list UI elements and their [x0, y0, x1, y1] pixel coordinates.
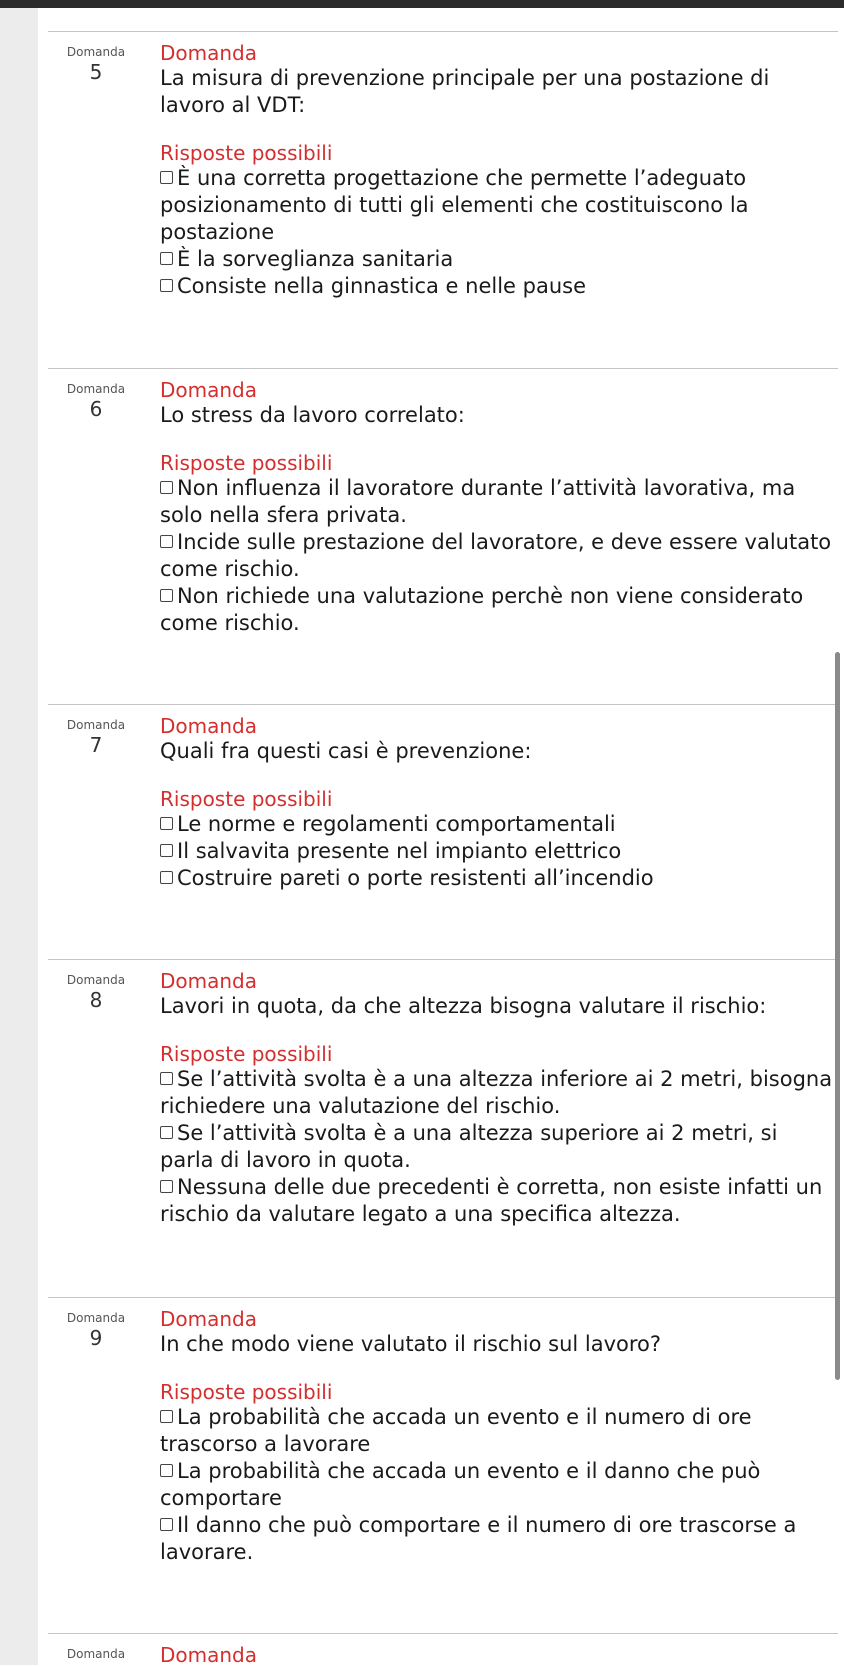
question-body [160, 41, 836, 300]
answer-option[interactable] [160, 865, 836, 892]
answers-heading: Risposte possibili [160, 451, 333, 475]
answer-option[interactable] [160, 165, 836, 246]
divider [48, 368, 838, 369]
answer-option[interactable] [160, 1066, 836, 1120]
question-body [160, 714, 836, 892]
answer-option[interactable] [160, 475, 836, 529]
question-text: In che modo viene valutato il rischio sul lavoro? [160, 1332, 662, 1356]
domanda-label: Domanda [66, 382, 126, 396]
question-number-value: 9 [89, 1326, 103, 1350]
answer-option[interactable] [160, 1404, 836, 1458]
checkbox-icon[interactable] [160, 171, 173, 184]
domanda-label: Domanda [66, 1311, 126, 1325]
question-number [48, 1647, 144, 1661]
question-number [48, 1311, 144, 1349]
answer-text: Consiste nella ginnastica e nelle pause [177, 274, 587, 298]
answer-text: Nessuna delle due precedenti è corretta, non esiste infatti un rischio da valutare legato a una specifica altezza. [160, 1175, 823, 1226]
question-heading: Domanda [160, 41, 258, 65]
question-heading: Domanda [160, 378, 258, 402]
question-text: La misura di prevenzione principale per una postazione di lavoro al VDT: [160, 66, 770, 117]
answer-text: È la sorveglianza sanitaria [177, 247, 454, 271]
checkbox-icon[interactable] [160, 481, 173, 494]
divider [48, 1633, 838, 1634]
answer-text: Non influenza il lavoratore durante l’attività lavorativa, ma solo nella sfera privata. [160, 476, 796, 527]
answer-text: Il salvavita presente nel impianto elettrico [177, 839, 622, 863]
divider [48, 704, 838, 705]
question-body [160, 1643, 836, 1667]
checkbox-icon[interactable] [160, 871, 173, 884]
scrollbar[interactable] [835, 652, 840, 1380]
question-number-value: 5 [89, 60, 103, 84]
checkbox-icon[interactable] [160, 535, 173, 548]
checkbox-icon[interactable] [160, 589, 173, 602]
answer-text: Se l’attività svolta è a una altezza superiore ai 2 metri, si parla di lavoro in quota. [160, 1121, 778, 1172]
left-gutter [0, 8, 38, 1665]
answer-option[interactable] [160, 838, 836, 865]
question-number [48, 45, 144, 83]
answer-option[interactable] [160, 583, 836, 637]
divider [48, 31, 838, 32]
checkbox-icon[interactable] [160, 1410, 173, 1423]
question-number [48, 718, 144, 756]
answer-text: Il danno che può comportare e il numero di ore trascorse a lavorare. [160, 1513, 797, 1564]
answer-text: La probabilità che accada un evento e il danno che può comportare [160, 1459, 761, 1510]
answer-option[interactable] [160, 1512, 836, 1566]
answer-text: Costruire pareti o porte resistenti all’incendio [177, 866, 654, 890]
divider [48, 959, 838, 960]
answer-text: La probabilità che accada un evento e il numero di ore trascorso a lavorare [160, 1405, 752, 1456]
answer-option[interactable] [160, 1174, 836, 1228]
top-bar [0, 0, 844, 8]
checkbox-icon[interactable] [160, 844, 173, 857]
answer-option[interactable] [160, 811, 836, 838]
answer-option[interactable] [160, 1120, 836, 1174]
domanda-label: Domanda [66, 45, 126, 59]
answers-heading: Risposte possibili [160, 787, 333, 811]
checkbox-icon[interactable] [160, 1180, 173, 1193]
answer-text: Incide sulle prestazione del lavoratore, e deve essere valutato come rischio. [160, 530, 832, 581]
question-heading: Domanda [160, 714, 258, 738]
answer-text: Le norme e regolamenti comportamentali [177, 812, 616, 836]
checkbox-icon[interactable] [160, 1518, 173, 1531]
question-text: Lo stress da lavoro correlato: [160, 403, 465, 427]
answers-heading: Risposte possibili [160, 141, 333, 165]
question-number [48, 973, 144, 1011]
divider [48, 1297, 838, 1298]
answers-heading: Risposte possibili [160, 1380, 333, 1404]
question-text: Quali fra questi casi è prevenzione: [160, 739, 532, 763]
checkbox-icon[interactable] [160, 1464, 173, 1477]
question-heading: Domanda [160, 1307, 258, 1331]
answer-option[interactable] [160, 273, 836, 300]
answer-text: Se l’attività svolta è a una altezza inferiore ai 2 metri, bisogna richiedere una valutazione del rischio. [160, 1067, 833, 1118]
question-heading: Domanda [160, 1643, 258, 1667]
question-heading: Domanda [160, 969, 258, 993]
domanda-label: Domanda [66, 973, 126, 987]
answer-text: È una corretta progettazione che permette l’adeguato posizionamento di tutti gli elementi che costituiscono la postazione [160, 166, 749, 244]
domanda-label: Domanda [66, 1647, 126, 1661]
checkbox-icon[interactable] [160, 1072, 173, 1085]
question-number [48, 382, 144, 420]
answer-option[interactable] [160, 1458, 836, 1512]
question-body [160, 969, 836, 1228]
answer-option[interactable] [160, 529, 836, 583]
answer-option[interactable] [160, 246, 836, 273]
checkbox-icon[interactable] [160, 1126, 173, 1139]
question-body [160, 378, 836, 637]
answer-text: Non richiede una valutazione perchè non viene considerato come rischio. [160, 584, 804, 635]
checkbox-icon[interactable] [160, 252, 173, 265]
question-number-value: 6 [89, 397, 103, 421]
question-body [160, 1307, 836, 1566]
question-number-value: 8 [89, 988, 103, 1012]
checkbox-icon[interactable] [160, 817, 173, 830]
answers-heading: Risposte possibili [160, 1042, 333, 1066]
domanda-label: Domanda [66, 718, 126, 732]
checkbox-icon[interactable] [160, 279, 173, 292]
question-text: Lavori in quota, da che altezza bisogna valutare il rischio: [160, 994, 767, 1018]
question-number-value: 7 [89, 733, 103, 757]
